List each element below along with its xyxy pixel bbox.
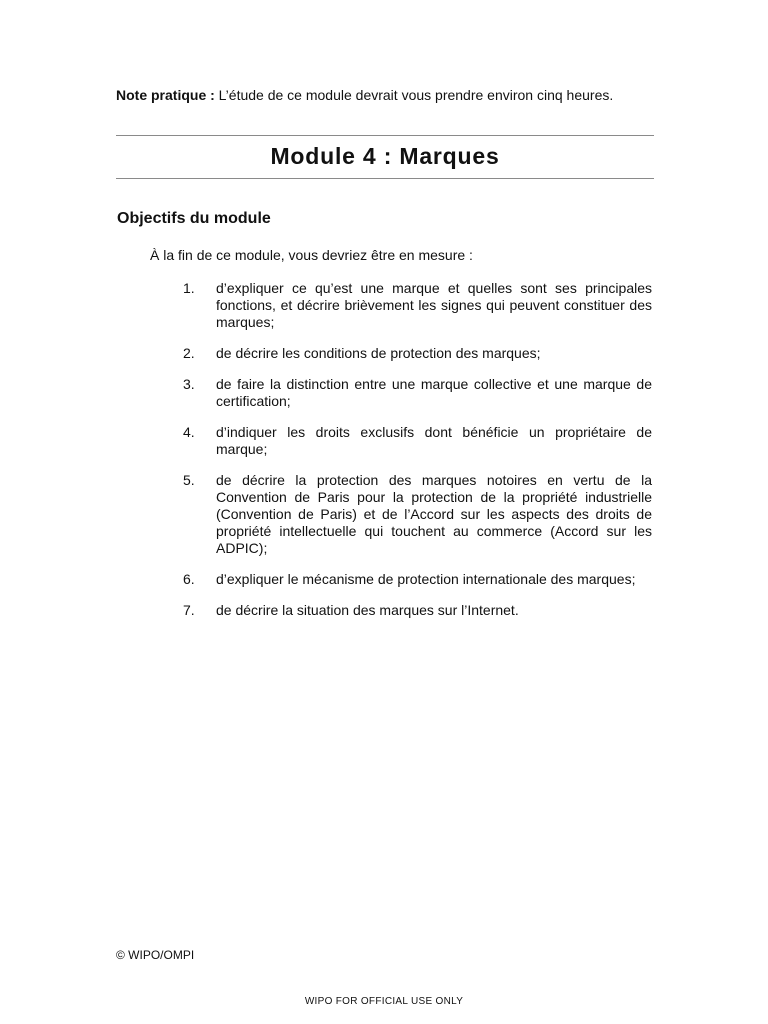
objectives-list (150, 280, 652, 633)
list-item (150, 472, 652, 557)
page-footer: WIPO FOR OFFICIAL USE ONLY (304, 996, 464, 1007)
list-item (150, 345, 652, 362)
list-item-number: 1. (183, 280, 195, 296)
list-item (150, 376, 652, 410)
list-item-number: 5. (183, 472, 195, 488)
practical-note (116, 86, 613, 104)
list-item-text: d’expliquer le mécanisme de protection internationale des marques; (216, 571, 636, 587)
list-item-text: de décrire les conditions de protection des marques; (216, 345, 541, 361)
page-title: Module 4 : Marques (270, 143, 500, 169)
list-item-text: de faire la distinction entre une marque collective et une marque de certification; (216, 376, 652, 409)
list-item-text: d’expliquer ce qu’est une marque et quelles sont ses principales fonctions, et décrire brièvement les signes qui peuvent constituer des marques; (216, 280, 652, 330)
list-item-number: 7. (183, 602, 195, 618)
list-item-text: d’indiquer les droits exclusifs dont bénéficie un propriétaire de marque; (216, 424, 652, 457)
list-item-number: 4. (183, 424, 195, 440)
copyright-notice: © WIPO/OMPI (116, 948, 195, 962)
list-item-number: 2. (183, 345, 195, 361)
list-item-number: 6. (183, 571, 195, 587)
intro-text: À la fin de ce module, vous devriez être en mesure : (150, 247, 473, 263)
list-item (150, 424, 652, 458)
list-item-text: de décrire la protection des marques notoires en vertu de la Convention de Paris pour la protection de la propriété industrielle (Convention de Paris) et de l’Accord sur les aspects des droits de propriété intellectuelle qui touchent au commerce (Accord sur les ADPIC); (216, 472, 652, 556)
list-item (150, 602, 652, 619)
list-item (150, 280, 652, 331)
title-top-rule (116, 135, 654, 136)
list-item-text: de décrire la situation des marques sur l’Internet. (216, 602, 519, 618)
note-label: Note pratique : (116, 87, 215, 103)
title-bottom-rule (116, 178, 654, 179)
section-heading: Objectifs du module (117, 210, 271, 227)
list-item (150, 571, 652, 588)
note-text: L’étude de ce module devrait vous prendre environ cinq heures. (214, 87, 614, 103)
list-item-number: 3. (183, 376, 195, 392)
